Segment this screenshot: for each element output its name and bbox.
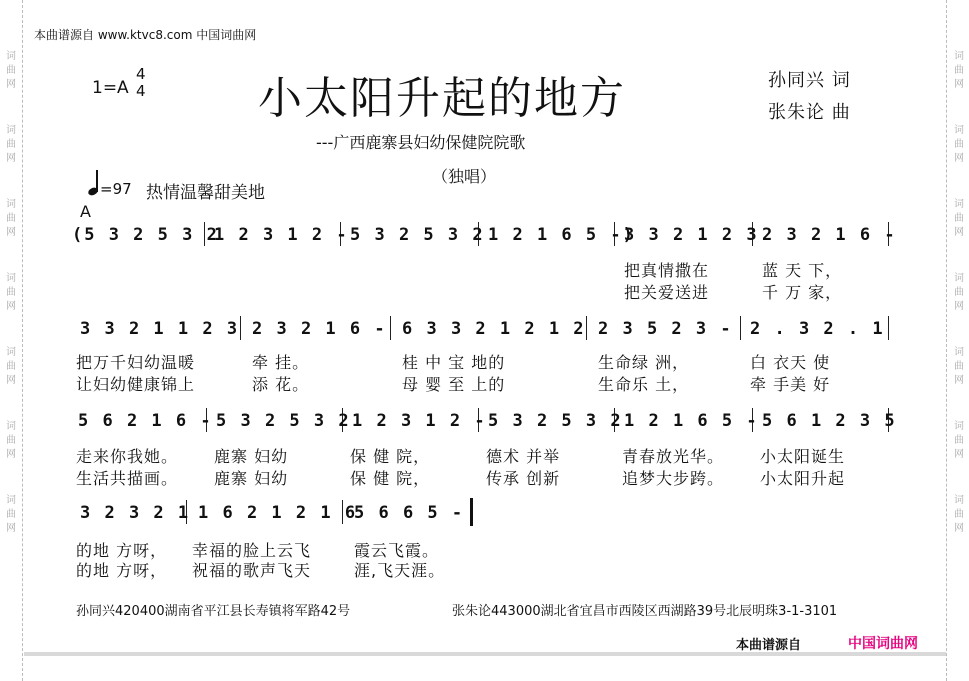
lyricist-address: 孙同兴420400湖南省平江县长寿镇将军路42号 <box>76 604 351 619</box>
page-border-left <box>22 0 24 681</box>
lyric-verse1: 幸福的脸上云飞 <box>192 541 312 560</box>
lyric-verse2: 小太阳升起 <box>760 469 846 488</box>
lyric-verse2: 保 健 院， <box>350 469 431 488</box>
lyric-verse1: 霞云飞霞。 <box>354 541 440 560</box>
lyric-verse2: 牵 手美 好 <box>750 375 831 394</box>
lyric-verse1: 青春放光华。 <box>622 447 725 466</box>
rehearsal-mark: A <box>80 202 91 221</box>
measure: 5 3 2 5 3 2 <box>488 411 623 431</box>
time-bottom: 4 <box>136 82 146 100</box>
measure: 2 3 5 2 3 - <box>598 319 733 339</box>
final-barline <box>470 498 473 526</box>
watermark-column-right: 词曲网 词曲网 词曲网 词曲网 词曲网 词曲网 词曲网 <box>954 51 964 534</box>
lyric-verse2: 涯,飞天涯。 <box>354 561 446 580</box>
barline <box>586 316 587 340</box>
lyric-verse2: 让妇幼健康锦上 <box>76 375 196 394</box>
expression-marking: 热情温馨甜美地 <box>146 183 265 203</box>
measure: 1 2 1 6 5 - <box>624 411 759 431</box>
quarter-note-stem <box>96 170 98 192</box>
lyric-verse2: 生活共描画。 <box>76 469 179 488</box>
lyric-verse2: 祝福的歌声飞天 <box>192 561 312 580</box>
lyric-verse2: 的地 方呀， <box>76 561 168 580</box>
measure: 3 2 3 2 1 <box>80 503 191 523</box>
lyric-verse1: 把真情撒在 <box>624 261 710 280</box>
footer-source: 本曲谱源自 <box>736 638 802 653</box>
lyric-verse1: 白 衣天 使 <box>750 353 831 372</box>
subtitle: ---广西鹿寨县妇幼保健院院歌 <box>316 133 526 152</box>
composer-credit: 张朱论 曲 <box>768 102 851 123</box>
page-border-bottom <box>24 652 946 656</box>
measure: 5 6 6 5 - <box>354 503 465 523</box>
measure: 1 2 3 1 2 - <box>214 225 349 245</box>
footer-brand[interactable]: 中国词曲网 <box>848 636 918 652</box>
lyric-verse2: 追梦大步跨。 <box>622 469 725 488</box>
lyricist-credit: 孙同兴 词 <box>768 70 851 91</box>
lyric-verse1: 保 健 院， <box>350 447 431 466</box>
lyric-verse1: 桂 中 宝 地的 <box>402 353 506 372</box>
measure: (5 3 2 5 3 2 <box>72 225 219 245</box>
performance-note: （独唱） <box>432 167 497 186</box>
measure: 1 2 1 6 5 -) <box>488 225 635 245</box>
measure: 5 6 1 2 3 5 <box>762 411 897 431</box>
time-signature <box>136 66 146 100</box>
lyric-verse1: 走来你我她。 <box>76 447 179 466</box>
measure: 1 2 3 1 2 - <box>352 411 487 431</box>
measure: 5 6 2 1 6 - <box>78 411 213 431</box>
measure: 5 3 2 5 3 2 <box>350 225 485 245</box>
watermark-column-left: 词曲网 词曲网 词曲网 词曲网 词曲网 词曲网 词曲网 <box>6 51 16 534</box>
measure: 6 3 3 2 1 2 1 2 <box>402 319 586 339</box>
measure: 3 3 2 1 1 2 3 <box>80 319 240 339</box>
lyric-verse2: 传承 创新 <box>486 469 561 488</box>
lyric-verse2: 添 花。 <box>252 375 310 394</box>
measure: 2 3 2 1 6 - <box>762 225 897 245</box>
measure: 3 3 2 1 2 3 <box>624 225 759 245</box>
lyric-verse2: 生命乐 土， <box>598 375 690 394</box>
measure: 2 . 3 2 . 1 <box>750 319 885 339</box>
barline <box>888 316 889 340</box>
song-title: 小太阳升起的地方 <box>258 73 626 124</box>
lyric-verse2: 母 婴 至 上的 <box>402 375 506 394</box>
lyric-verse2: 鹿寨 妇幼 <box>214 469 289 488</box>
lyric-verse1: 的地 方呀， <box>76 541 168 560</box>
barline <box>390 316 391 340</box>
lyric-verse1: 德术 并举 <box>486 447 561 466</box>
lyric-verse1: 生命绿 洲， <box>598 353 690 372</box>
page-border-right <box>946 0 948 681</box>
key-signature: 1=A <box>92 78 129 98</box>
lyric-verse1: 蓝 天 下， <box>762 261 843 280</box>
measure: 1 6 2 1 2 1 6 <box>198 503 358 523</box>
composer-address: 张朱论443000湖北省宜昌市西陵区西湖路39号北辰明珠3-1-3101 <box>452 604 838 619</box>
lyric-verse2: 把关爱送进 <box>624 283 710 302</box>
measure: 5 3 2 5 3 2 <box>216 411 351 431</box>
lyric-verse1: 把万千妇幼温暖 <box>76 353 196 372</box>
time-top: 4 <box>136 65 146 83</box>
lyric-verse1: 小太阳诞生 <box>760 447 846 466</box>
tempo-marking: =97 <box>100 180 132 198</box>
barline <box>240 316 241 340</box>
lyric-verse1: 牵 挂。 <box>252 353 310 372</box>
lyric-verse2: 千 万 家， <box>762 283 843 302</box>
lyric-verse1: 鹿寨 妇幼 <box>214 447 289 466</box>
measure: 2 3 2 1 6 - <box>252 319 387 339</box>
source-line: 本曲谱源自 www.ktvc8.com 中国词曲网 <box>34 28 257 42</box>
barline <box>740 316 741 340</box>
